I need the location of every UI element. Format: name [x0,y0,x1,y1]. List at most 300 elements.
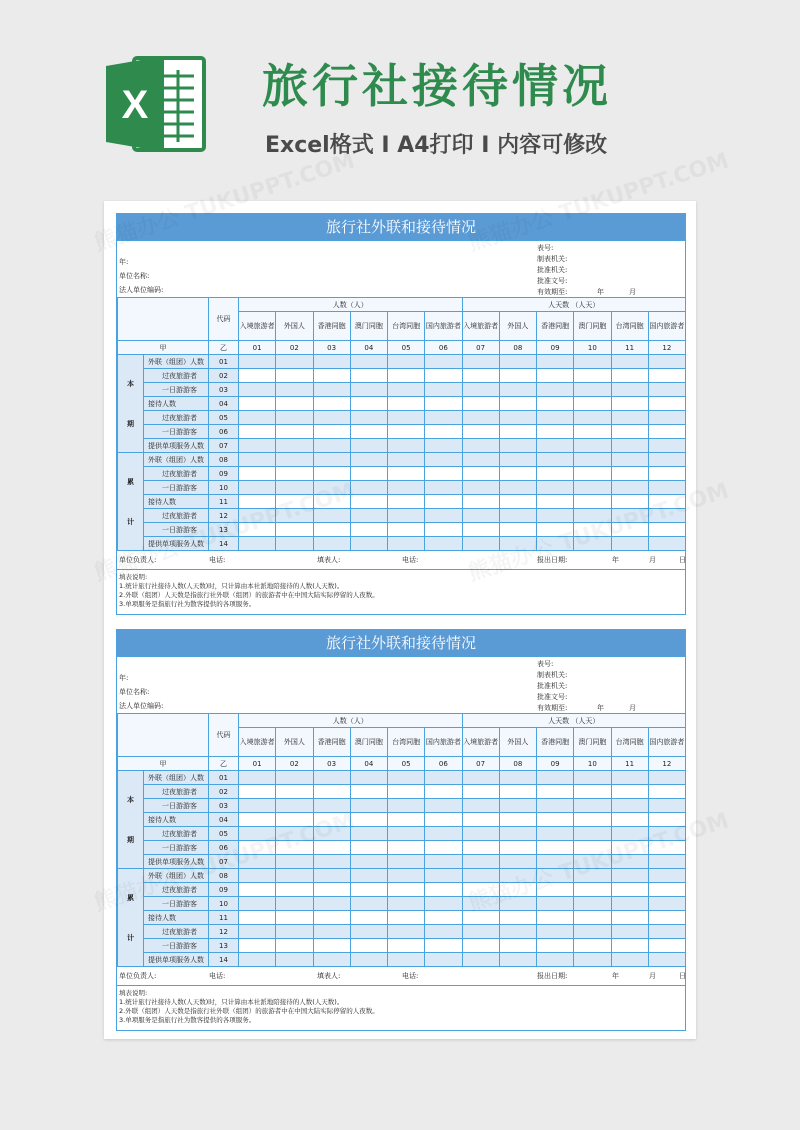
data-cell[interactable] [499,355,536,369]
data-cell[interactable] [239,785,276,799]
data-cell[interactable] [537,785,574,799]
data-cell[interactable] [499,369,536,383]
data-cell[interactable] [388,813,425,827]
data-cell[interactable] [276,383,313,397]
data-cell[interactable] [276,799,313,813]
data-cell[interactable] [388,771,425,785]
data-cell[interactable] [313,425,350,439]
col-code: 03 [313,757,350,771]
data-cell[interactable] [462,799,499,813]
col-code: 10 [574,757,611,771]
data-cell[interactable] [537,397,574,411]
data-cell[interactable] [276,369,313,383]
data-cell[interactable] [239,439,276,453]
data-cell[interactable] [574,495,611,509]
data-cell[interactable] [574,827,611,841]
data-cell[interactable] [425,953,462,967]
data-cell[interactable] [537,425,574,439]
data-cell[interactable] [388,827,425,841]
data-cell[interactable] [462,397,499,411]
data-cell[interactable] [239,939,276,953]
header-days-group: 人天数 （人天） [462,714,686,728]
header-persons-group: 人数（人） [239,714,463,728]
data-cell[interactable] [462,439,499,453]
data-cell[interactable] [499,939,536,953]
data-cell[interactable] [388,481,425,495]
data-cell[interactable] [611,397,648,411]
data-cell[interactable] [537,841,574,855]
data-cell[interactable] [648,383,685,397]
data-cell[interactable] [537,509,574,523]
data-cell[interactable] [313,897,350,911]
data-cell[interactable] [276,467,313,481]
data-cell[interactable] [350,925,387,939]
data-cell[interactable] [425,855,462,869]
data-cell[interactable] [499,813,536,827]
data-cell[interactable] [611,939,648,953]
data-cell[interactable] [313,453,350,467]
data-cell[interactable] [425,897,462,911]
data-cell[interactable] [462,481,499,495]
data-cell[interactable] [574,953,611,967]
data-cell[interactable] [313,883,350,897]
data-cell[interactable] [313,369,350,383]
data-cell[interactable] [499,509,536,523]
data-cell[interactable] [648,953,685,967]
data-cell[interactable] [388,425,425,439]
data-cell[interactable] [648,369,685,383]
footer-month: 月 [649,556,656,564]
data-cell[interactable] [574,799,611,813]
data-cell[interactable] [388,911,425,925]
data-cell[interactable] [276,883,313,897]
data-cell[interactable] [462,495,499,509]
data-cell[interactable] [313,383,350,397]
data-cell[interactable] [425,383,462,397]
data-cell[interactable] [574,439,611,453]
data-cell[interactable] [648,799,685,813]
data-cell[interactable] [425,495,462,509]
data-cell[interactable] [239,813,276,827]
data-cell[interactable] [574,785,611,799]
data-cell[interactable] [574,453,611,467]
data-cell[interactable] [648,439,685,453]
data-cell[interactable] [388,925,425,939]
data-cell[interactable] [276,939,313,953]
data-cell[interactable] [648,925,685,939]
data-cell[interactable] [425,925,462,939]
data-cell[interactable] [388,523,425,537]
data-cell[interactable] [276,355,313,369]
data-cell[interactable] [276,439,313,453]
data-cell[interactable] [276,771,313,785]
data-cell[interactable] [313,771,350,785]
data-cell[interactable] [350,897,387,911]
data-cell[interactable] [425,939,462,953]
header-days-col: 澳门同胞 [574,728,611,757]
col-code: 03 [313,341,350,355]
data-cell[interactable] [388,397,425,411]
data-cell[interactable] [537,911,574,925]
row-code: 03 [209,383,239,397]
data-cell[interactable] [350,953,387,967]
data-cell[interactable] [239,897,276,911]
data-cell[interactable] [276,425,313,439]
data-cell[interactable] [425,841,462,855]
data-cell[interactable] [350,481,387,495]
data-cell[interactable] [499,495,536,509]
data-cell[interactable] [425,397,462,411]
data-cell[interactable] [388,897,425,911]
data-cell[interactable] [611,383,648,397]
data-cell[interactable] [574,771,611,785]
data-cell[interactable] [648,869,685,883]
data-cell[interactable] [611,813,648,827]
data-cell[interactable] [425,523,462,537]
data-cell[interactable] [350,411,387,425]
data-cell[interactable] [499,425,536,439]
header-persons-group: 人数（人） [239,298,463,312]
data-cell[interactable] [648,425,685,439]
data-cell[interactable] [537,355,574,369]
data-cell[interactable] [388,537,425,551]
data-cell[interactable] [499,411,536,425]
data-cell[interactable] [537,813,574,827]
data-cell[interactable] [462,509,499,523]
data-cell[interactable] [611,925,648,939]
table-row [118,495,686,509]
data-cell[interactable] [350,383,387,397]
data-cell[interactable] [276,411,313,425]
data-cell[interactable] [313,925,350,939]
data-cell[interactable] [537,383,574,397]
data-cell[interactable] [462,813,499,827]
data-cell[interactable] [574,369,611,383]
data-cell[interactable] [537,897,574,911]
data-cell[interactable] [462,925,499,939]
data-cell[interactable] [239,953,276,967]
data-cell[interactable] [239,425,276,439]
data-cell[interactable] [239,911,276,925]
data-cell[interactable] [388,953,425,967]
data-cell[interactable] [350,855,387,869]
data-cell[interactable] [313,785,350,799]
row-label: 外联（组团）人数 [144,771,209,785]
data-cell[interactable] [276,911,313,925]
data-cell[interactable] [648,453,685,467]
data-cell[interactable] [648,883,685,897]
data-cell[interactable] [611,953,648,967]
data-cell[interactable] [648,467,685,481]
data-cell[interactable] [388,383,425,397]
data-cell[interactable] [388,495,425,509]
data-cell[interactable] [350,355,387,369]
data-cell[interactable] [313,439,350,453]
meta-left-2: 法人单位编码: [119,286,164,294]
data-cell[interactable] [462,411,499,425]
data-cell[interactable] [388,509,425,523]
data-cell[interactable] [350,841,387,855]
data-cell[interactable] [574,911,611,925]
data-cell[interactable] [537,411,574,425]
row-code: 12 [209,509,239,523]
data-cell[interactable] [425,799,462,813]
data-cell[interactable] [350,799,387,813]
data-cell[interactable] [425,869,462,883]
data-cell[interactable] [574,939,611,953]
data-cell[interactable] [574,925,611,939]
data-cell[interactable] [499,785,536,799]
data-cell[interactable] [425,771,462,785]
data-cell[interactable] [537,799,574,813]
data-cell[interactable] [313,869,350,883]
data-cell[interactable] [537,369,574,383]
data-cell[interactable] [425,467,462,481]
data-cell[interactable] [499,439,536,453]
data-cell[interactable] [537,953,574,967]
data-cell[interactable] [611,785,648,799]
data-cell[interactable] [648,911,685,925]
data-cell[interactable] [388,453,425,467]
data-cell[interactable] [648,397,685,411]
data-cell[interactable] [499,397,536,411]
data-cell[interactable] [499,453,536,467]
data-cell[interactable] [388,855,425,869]
data-cell[interactable] [611,439,648,453]
data-cell[interactable] [611,369,648,383]
data-cell[interactable] [350,869,387,883]
data-cell[interactable] [350,453,387,467]
data-cell[interactable] [239,411,276,425]
table-row [118,439,686,453]
data-cell[interactable] [611,355,648,369]
data-cell[interactable] [313,355,350,369]
data-cell[interactable] [239,481,276,495]
data-cell[interactable] [425,453,462,467]
data-cell[interactable] [313,537,350,551]
data-cell[interactable] [388,883,425,897]
data-cell[interactable] [499,799,536,813]
data-cell[interactable] [313,397,350,411]
data-cell[interactable] [350,439,387,453]
data-cell[interactable] [499,925,536,939]
data-cell[interactable] [313,523,350,537]
data-cell[interactable] [276,925,313,939]
data-cell[interactable] [313,939,350,953]
data-cell[interactable] [499,911,536,925]
data-cell[interactable] [462,369,499,383]
note-line: 2.外联（组团）人天数是指旅行社外联（组团）的旅游者中在中国大陆实际停留的人夜数。 [119,591,379,599]
row-code: 01 [209,355,239,369]
data-cell[interactable] [350,537,387,551]
data-cell[interactable] [537,771,574,785]
data-cell[interactable] [611,481,648,495]
data-cell[interactable] [425,411,462,425]
data-cell[interactable] [350,813,387,827]
data-cell[interactable] [425,883,462,897]
data-cell[interactable] [350,397,387,411]
data-cell[interactable] [611,425,648,439]
data-cell[interactable] [388,869,425,883]
data-cell[interactable] [239,369,276,383]
data-cell[interactable] [425,425,462,439]
data-cell[interactable] [388,355,425,369]
data-cell[interactable] [611,911,648,925]
data-cell[interactable] [388,939,425,953]
data-cell[interactable] [574,425,611,439]
data-cell[interactable] [388,411,425,425]
data-cell[interactable] [537,827,574,841]
data-cell[interactable] [425,537,462,551]
data-cell[interactable] [276,953,313,967]
data-cell[interactable] [537,481,574,495]
data-cell[interactable] [388,785,425,799]
data-cell[interactable] [350,523,387,537]
data-cell[interactable] [276,397,313,411]
data-cell[interactable] [499,523,536,537]
data-cell[interactable] [350,425,387,439]
data-cell[interactable] [350,785,387,799]
data-cell[interactable] [425,481,462,495]
data-cell[interactable] [499,481,536,495]
data-cell[interactable] [611,453,648,467]
data-cell[interactable] [462,785,499,799]
data-cell[interactable] [350,939,387,953]
data-cell[interactable] [611,883,648,897]
data-cell[interactable] [611,799,648,813]
row-code: 12 [209,925,239,939]
data-cell[interactable] [350,911,387,925]
data-cell[interactable] [313,411,350,425]
data-cell[interactable] [276,897,313,911]
data-cell[interactable] [388,369,425,383]
data-cell[interactable] [462,953,499,967]
data-cell[interactable] [499,383,536,397]
data-cell[interactable] [574,397,611,411]
data-cell[interactable] [350,771,387,785]
data-cell[interactable] [611,467,648,481]
data-cell[interactable] [425,369,462,383]
data-cell[interactable] [276,537,313,551]
data-cell[interactable] [648,785,685,799]
data-cell[interactable] [574,481,611,495]
data-cell[interactable] [574,383,611,397]
data-cell[interactable] [462,453,499,467]
meta-year: 年 [597,288,604,296]
data-cell[interactable] [350,509,387,523]
meta-left-0: 年: [119,674,129,682]
data-cell[interactable] [388,841,425,855]
data-cell[interactable] [425,785,462,799]
data-cell[interactable] [276,453,313,467]
data-cell[interactable] [425,439,462,453]
data-cell[interactable] [462,841,499,855]
data-cell[interactable] [574,883,611,897]
data-cell[interactable] [499,771,536,785]
data-cell[interactable] [313,953,350,967]
data-cell[interactable] [537,439,574,453]
data-cell[interactable] [462,827,499,841]
data-cell[interactable] [499,467,536,481]
data-cell[interactable] [537,925,574,939]
data-cell[interactable] [611,771,648,785]
row-label: 提供单项服务人数 [144,439,209,453]
data-cell[interactable] [388,467,425,481]
data-cell[interactable] [648,411,685,425]
data-cell[interactable] [574,355,611,369]
data-cell[interactable] [425,827,462,841]
table-row [118,355,686,369]
data-cell[interactable] [313,911,350,925]
data-cell[interactable] [574,813,611,827]
data-cell[interactable] [425,813,462,827]
data-cell[interactable] [276,869,313,883]
data-cell[interactable] [537,453,574,467]
data-cell[interactable] [425,911,462,925]
data-cell[interactable] [574,467,611,481]
note-line: 3.单项服务是指旅行社为散客提供的各项服务。 [119,600,256,608]
data-cell[interactable] [648,537,685,551]
data-cell[interactable] [350,883,387,897]
footer-day: 日 [679,972,686,980]
data-cell[interactable] [425,509,462,523]
data-cell[interactable] [239,355,276,369]
data-cell[interactable] [537,939,574,953]
data-cell[interactable] [462,939,499,953]
data-cell[interactable] [388,439,425,453]
data-cell[interactable] [574,897,611,911]
data-cell[interactable] [648,897,685,911]
data-cell[interactable] [499,827,536,841]
data-cell[interactable] [350,467,387,481]
data-cell[interactable] [462,467,499,481]
data-cell[interactable] [388,799,425,813]
data-cell[interactable] [239,397,276,411]
data-cell[interactable] [462,355,499,369]
data-cell[interactable] [537,467,574,481]
data-cell[interactable] [648,355,685,369]
data-cell[interactable] [611,897,648,911]
data-cell[interactable] [239,869,276,883]
data-cell[interactable] [239,453,276,467]
data-cell[interactable] [462,855,499,869]
col-code: 09 [537,757,574,771]
data-cell[interactable] [462,523,499,537]
data-cell[interactable] [648,939,685,953]
data-cell[interactable] [239,771,276,785]
data-cell[interactable] [239,383,276,397]
data-cell[interactable] [350,369,387,383]
data-cell[interactable] [425,355,462,369]
data-cell[interactable] [239,799,276,813]
note-line: 3.单项服务是指旅行社为散客提供的各项服务。 [119,1016,256,1024]
data-cell[interactable] [462,771,499,785]
data-cell[interactable] [239,925,276,939]
data-cell[interactable] [499,953,536,967]
data-cell[interactable] [313,855,350,869]
data-cell[interactable] [276,785,313,799]
data-cell[interactable] [537,495,574,509]
data-cell[interactable] [611,411,648,425]
data-cell[interactable] [462,425,499,439]
data-cell[interactable] [648,771,685,785]
data-cell[interactable] [574,411,611,425]
data-cell[interactable] [239,883,276,897]
data-cell[interactable] [239,467,276,481]
data-cell[interactable] [499,841,536,855]
col-code: 11 [611,341,648,355]
data-cell[interactable] [462,383,499,397]
